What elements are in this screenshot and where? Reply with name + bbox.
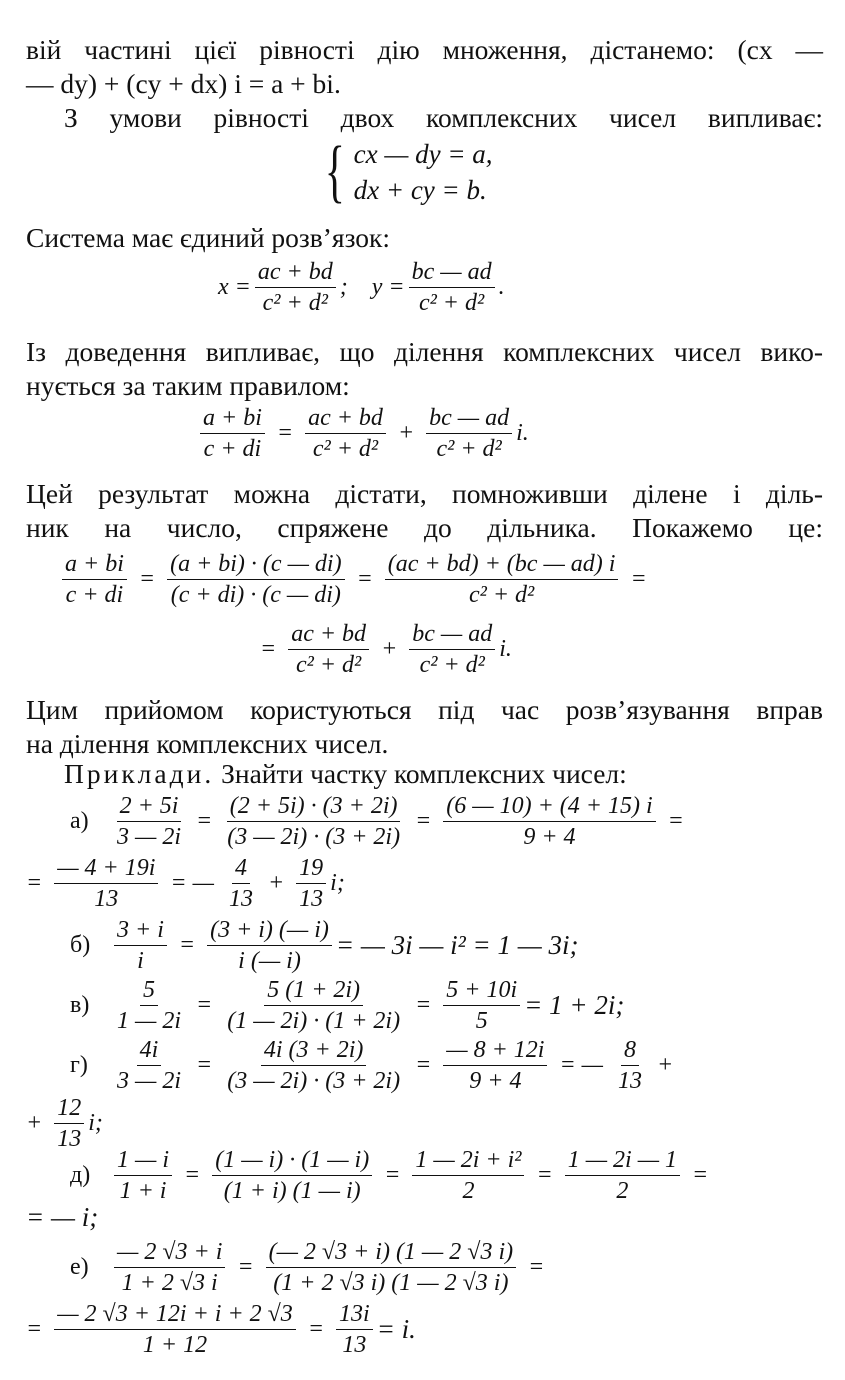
fraction-denominator: 1 + 12 — [142, 1332, 208, 1358]
fraction-denominator: c + di — [65, 582, 124, 608]
fraction-denominator: c² + d² — [262, 290, 328, 316]
equals-sign: = — [415, 808, 432, 834]
fraction-numerator: (2 + 5i) · (3 + 2i) — [227, 792, 401, 822]
example-label: г) — [70, 1052, 88, 1078]
result: = 1 + 2i; — [524, 990, 625, 1020]
fraction-numerator: 12 — [54, 1094, 84, 1124]
text-line-10: на ділення комплексних чисел. — [26, 728, 389, 759]
fraction-denominator: 13 — [228, 886, 253, 912]
equals-sign: = — [196, 1052, 213, 1078]
fraction-numerator: 5 — [140, 976, 158, 1006]
separator: ; — [339, 274, 348, 300]
solution-y-label: y = — [371, 274, 405, 300]
fraction-numerator: — 2 √3 + i — [114, 1238, 225, 1268]
fraction-numerator: (— 2 √3 + i) (1 — 2 √3 i) — [266, 1238, 517, 1268]
fraction-numerator: — 4 + 19i — [54, 854, 158, 884]
fraction-numerator: 2 + 5i — [117, 792, 182, 822]
fraction-numerator: 4i (3 + 2i) — [261, 1036, 367, 1066]
fraction-denominator: 5 — [475, 1008, 488, 1034]
plus-sign: + — [26, 1110, 43, 1136]
fraction-denominator: c² + d² — [419, 652, 485, 678]
fraction-numerator: 3 + i — [114, 916, 167, 946]
fraction-numerator: (3 + i) (— i) — [207, 916, 332, 946]
text-line-2: — dy) + (cy + dx) i = a + bi. — [26, 68, 341, 99]
example-label: д) — [70, 1162, 91, 1188]
equals-sign: = — [26, 870, 43, 896]
plus-sign: + — [657, 1052, 674, 1078]
text-line-1: вій частині цієї рівності дію множення, дістанемо: (cx — — [26, 34, 823, 65]
fraction-numerator: — 2 √3 + 12i + i + 2 √3 — [54, 1300, 296, 1330]
fraction-denominator: (c + di) · (c — di) — [170, 582, 341, 608]
fraction-denominator: 1 — 2i — [117, 1008, 182, 1034]
fraction-denominator: (1 + i) (1 — i) — [223, 1178, 361, 1204]
fraction-denominator: 13 — [57, 1126, 82, 1152]
plus-sign: + — [381, 636, 398, 662]
fraction-numerator: 19 — [296, 854, 326, 884]
fraction-numerator: bc — ad — [409, 620, 495, 650]
fraction-denominator: i (— i) — [238, 948, 301, 974]
fraction-numerator: ac + bd — [255, 258, 336, 288]
examples-heading-line — [64, 758, 823, 790]
fraction-denominator: c² + d² — [436, 436, 502, 462]
fraction-denominator: i — [137, 948, 144, 974]
text-line-6: нується за таким правилом: — [26, 370, 350, 401]
fraction-denominator: (3 — 2i) · (3 + 2i) — [227, 1068, 401, 1094]
plus-sign: + — [267, 870, 285, 896]
fraction-numerator: 5 (1 + 2i) — [264, 976, 363, 1006]
fraction-denominator: c² + d² — [468, 582, 535, 608]
example-label: б) — [70, 932, 91, 958]
fraction-denominator: 3 — 2i — [117, 824, 182, 850]
fraction-numerator: (6 — 10) + (4 + 15) i — [443, 792, 655, 822]
equals-sign: = — [415, 992, 432, 1018]
fraction-numerator: 5 + 10i — [443, 976, 520, 1006]
examples-prompt: Знайти частку комплексних чисел: — [221, 758, 627, 789]
equals-sign: = — [384, 1162, 401, 1188]
fraction-numerator: (1 — i) · (1 — i) — [212, 1146, 372, 1176]
fraction-numerator: bc — ad — [426, 404, 512, 434]
equals-sign: = — [415, 1052, 432, 1078]
fraction-denominator: c + di — [203, 436, 262, 462]
imaginary-unit: i. — [516, 420, 529, 446]
imaginary-unit: i; — [88, 1110, 103, 1136]
fraction-numerator: bc — ad — [409, 258, 495, 288]
example-label: в) — [70, 992, 90, 1018]
result: = — i; — [26, 1202, 99, 1232]
examples-heading: Приклади. — [64, 758, 215, 789]
equals-sign: = — [178, 932, 196, 958]
period: . — [498, 274, 505, 300]
fraction-denominator: 13 — [618, 1068, 643, 1094]
fraction-denominator: (1 + 2 √3 i) (1 — 2 √3 i) — [273, 1270, 509, 1296]
imaginary-unit: i; — [330, 870, 345, 896]
fraction-denominator: 1 + 2 √3 i — [121, 1270, 218, 1296]
system-eq-1: cx — dy = a, — [353, 139, 493, 169]
fraction-numerator: — 8 + 12i — [443, 1036, 547, 1066]
equals-sign: = — [307, 1316, 325, 1342]
fraction-denominator: (1 — 2i) · (1 + 2i) — [227, 1008, 401, 1034]
fraction-denominator: c² + d² — [312, 436, 379, 462]
plus-sign: + — [397, 420, 415, 446]
equals-sign: = — [138, 566, 156, 592]
text-line-9: Цим прийомом користуються під час розв’язування вправ — [26, 694, 823, 725]
equals-minus: = — — [170, 870, 214, 896]
fraction-numerator: a + bi — [62, 550, 127, 580]
fraction-denominator: 1 + i — [119, 1178, 167, 1204]
equals-sign: = — [184, 1162, 201, 1188]
fraction-numerator: 8 — [621, 1036, 639, 1066]
equals-sign: = — [237, 1254, 254, 1280]
equals-sign: = — [196, 808, 213, 834]
fraction-numerator: 1 — 2i — 1 — [565, 1146, 680, 1176]
text-line-4: Система має єдиний розв’язок: — [26, 222, 391, 253]
fraction-numerator: 4 — [232, 854, 250, 884]
text-line-7: Цей результат можна дістати, помноживши ділене і діль- — [26, 478, 823, 509]
fraction-numerator: 13i — [336, 1300, 373, 1330]
example-label: е) — [70, 1254, 89, 1280]
solution-x-label: x = — [218, 274, 251, 300]
fraction-numerator: a + bi — [200, 404, 265, 434]
fraction-denominator: c² + d² — [418, 290, 485, 316]
fraction-numerator: 1 — 2i + i² — [412, 1146, 524, 1176]
equals-sign: = — [260, 636, 277, 662]
result: = — 3i — i² = 1 — 3i; — [335, 930, 579, 960]
equals-sign: = — [536, 1162, 553, 1188]
equals-sign: = — [692, 1162, 709, 1188]
fraction-denominator: 3 — 2i — [117, 1068, 182, 1094]
fraction-denominator: 13 — [342, 1332, 367, 1358]
fraction-denominator: 9 + 4 — [523, 824, 576, 850]
fraction-denominator: 2 — [462, 1178, 475, 1204]
brace-icon: { — [324, 133, 345, 210]
fraction-denominator: 13 — [94, 886, 119, 912]
fraction-numerator: ac + bd — [305, 404, 386, 434]
fraction-denominator: 9 + 4 — [469, 1068, 522, 1094]
fraction-numerator: 4i — [137, 1036, 162, 1066]
result: = i. — [376, 1314, 416, 1344]
fraction-denominator: 2 — [616, 1178, 629, 1204]
text-line-8: ник на число, спряжене до дільника. Покажемо це: — [26, 512, 823, 543]
fraction-denominator: 13 — [299, 886, 324, 912]
fraction-numerator: (ac + bd) + (bc — ad) i — [385, 550, 619, 580]
system-eq-2: dx + cy = b. — [353, 175, 487, 205]
fraction-numerator: 1 — i — [114, 1146, 172, 1176]
text-line-3: З умови рівності двох комплексних чисел випливає: — [64, 102, 823, 133]
equals-minus: = — — [559, 1052, 604, 1078]
equals-sign: = — [196, 992, 213, 1018]
fraction-denominator: c² + d² — [296, 652, 362, 678]
equals-sign: = — [528, 1254, 545, 1280]
equals-sign: = — [356, 566, 373, 592]
equals-sign: = — [26, 1316, 43, 1342]
imaginary-unit: i. — [499, 636, 512, 662]
fraction-numerator: ac + bd — [288, 620, 369, 650]
equals-sign: = — [630, 566, 647, 592]
text-line-5: Із доведення випливає, що ділення комплексних чисел вико- — [26, 336, 823, 367]
equals-sign: = — [667, 808, 684, 834]
fraction-numerator: (a + bi) · (c — di) — [167, 550, 345, 580]
example-label: а) — [70, 808, 89, 834]
fraction-denominator: (3 — 2i) · (3 + 2i) — [227, 824, 401, 850]
equals-sign: = — [276, 420, 294, 446]
